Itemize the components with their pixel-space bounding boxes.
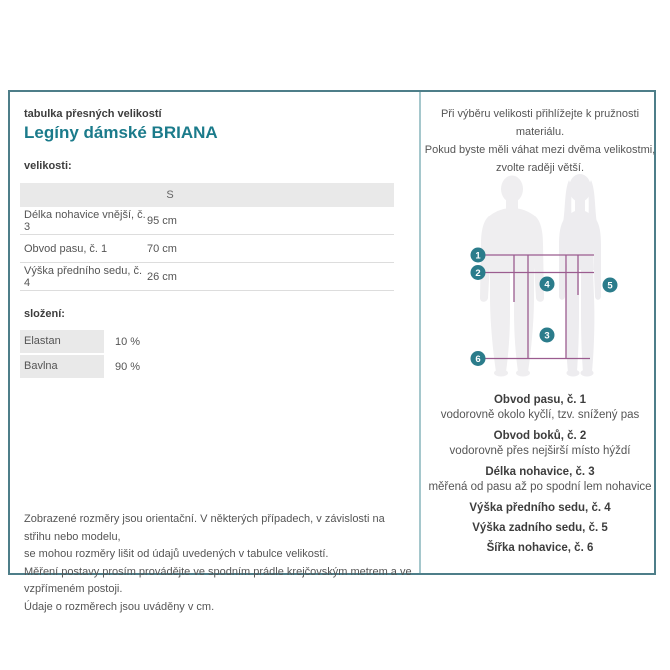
measurement-value: 26 cm <box>147 270 177 283</box>
size-table <box>20 183 394 291</box>
size-chart-panel <box>8 90 656 613</box>
composition-section-label: složení: <box>24 308 65 320</box>
table-row <box>20 207 394 235</box>
table-eyebrow: tabulka přesných velikostí <box>24 108 162 120</box>
disclaimer-line: Údaje o rozměrech jsou uváděny v cm. <box>24 600 215 613</box>
composition-row <box>20 330 394 353</box>
measurement-label: Výška předního sedu, č. 4 <box>24 264 143 289</box>
measurement-definitions <box>422 393 658 561</box>
composition-row <box>20 355 394 378</box>
measurement-definition-title: Výška zadního sedu, č. 5 <box>472 522 608 534</box>
body-measurement-diagram <box>442 165 647 395</box>
marker-3-number: 3 <box>544 330 550 342</box>
material-label: Bavlna <box>20 355 104 378</box>
measurement-definition <box>422 429 658 459</box>
advice-line: Při výběru velikosti přihlížejte k pružnosti materiálu. <box>440 108 640 138</box>
measurement-value: 70 cm <box>147 242 177 255</box>
size-column-header: S <box>166 189 174 201</box>
measurement-value: 95 cm <box>147 214 177 227</box>
measurement-definition <box>422 501 658 516</box>
panel-divider <box>419 92 421 573</box>
composition-table <box>20 330 394 380</box>
measurement-definition <box>422 541 658 556</box>
measurement-definition-desc: měřená od pasu až po spodní lem nohavice <box>428 481 652 493</box>
table-row <box>20 263 394 291</box>
measurement-definition <box>422 521 658 536</box>
marker-2-number: 2 <box>475 267 481 279</box>
measurement-disclaimer <box>24 511 414 616</box>
product-title: Legíny dámské BRIANA <box>24 123 218 142</box>
material-percentage: 10 % <box>115 335 141 348</box>
material-label: Elastan <box>20 330 104 353</box>
disclaimer-line: Měření postavy prosím provádějte ve spodním prádle krejčovským metrem a ve vzpřímeném postoji. <box>24 565 412 595</box>
disclaimer-line: Zobrazené rozměry jsou orientační. V některých případech, v závislosti na střihu nebo modelu, <box>24 513 385 543</box>
sizes-section-label: velikosti: <box>24 160 72 172</box>
material-percentage: 90 % <box>115 360 141 373</box>
advice-line: zvolte raději větší. <box>495 162 585 174</box>
measurement-definition-title: Obvod boků, č. 2 <box>493 430 587 442</box>
measurement-definition-title: Délka nohavice, č. 3 <box>485 466 595 478</box>
marker-6-number: 6 <box>475 353 481 365</box>
measurement-label: Obvod pasu, č. 1 <box>24 242 108 255</box>
figure-front-silhouette <box>480 176 544 377</box>
size-table-header-row <box>20 183 394 207</box>
measurement-label: Délka nohavice vnější, č. 3 <box>24 208 146 233</box>
measurement-definition-title: Výška předního sedu, č. 4 <box>469 502 611 514</box>
disclaimer-line: se mohou rozměry lišit od údajů uvedených v tabulce velikostí. <box>24 548 329 560</box>
measurement-definition-title: Obvod pasu, č. 1 <box>493 394 587 406</box>
measurement-definition-title: Šířka nohavice, č. 6 <box>486 542 594 554</box>
marker-1-number: 1 <box>475 250 481 262</box>
table-row <box>20 235 394 263</box>
advice-line: Pokud byste měli váhat mezi dvěma velikostmi, <box>424 144 656 156</box>
measurement-definition-desc: vodorovně přes nejširší místo hýždí <box>449 445 631 457</box>
measurement-definition-desc: vodorovně okolo kyčlí, tzv. snížený pas <box>440 409 640 421</box>
figure-back-silhouette <box>559 174 601 377</box>
marker-4-number: 4 <box>544 279 550 291</box>
marker-5-number: 5 <box>607 280 613 292</box>
measurement-definition <box>422 393 658 423</box>
measurement-definition <box>422 465 658 495</box>
